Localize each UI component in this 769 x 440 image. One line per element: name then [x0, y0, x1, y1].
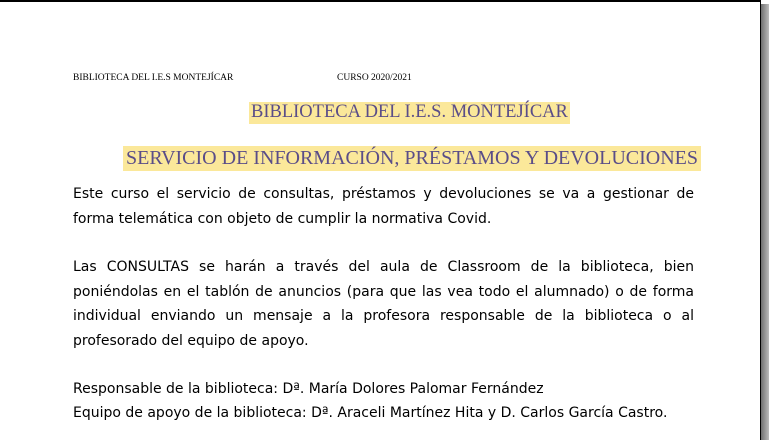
- document-subtitle: SERVICIO DE INFORMACIÓN, PRÉSTAMOS Y DEVOLUCIONES: [123, 146, 701, 171]
- document-title: BIBLIOTECA DEL I.E.S. MONTEJÍCAR: [251, 102, 568, 122]
- paragraph-consultas: Las CONSULTAS se harán a través del aula de Classroom de la biblioteca, bien poniéndolas en el tablón de anuncios (para que las vea todo el alumnado) o de forma individual enviando un mensaje a la profesora responsable de la biblioteca o al profesorado del equipo de apoyo.: [73, 259, 694, 349]
- responsible-line: Responsable de la biblioteca: Dª. María Dolores Palomar Fernández: [73, 381, 544, 397]
- page-shadow: [761, 4, 769, 440]
- page-header-left: BIBLIOTECA DEL I.E.S MONTEJÍCAR: [73, 73, 234, 83]
- document-page: [0, 2, 761, 440]
- page-header-right: CURSO 2020/2021: [337, 73, 412, 83]
- support-team-line: Equipo de apoyo de la biblioteca: Dª. Araceli Martínez Hita y D. Carlos García Castro.: [73, 405, 668, 421]
- paragraph-intro: Este curso el servicio de consultas, préstamos y devoluciones se va a gestionar de forma telemática con objeto de cumplir la normativa Covid.: [73, 186, 694, 227]
